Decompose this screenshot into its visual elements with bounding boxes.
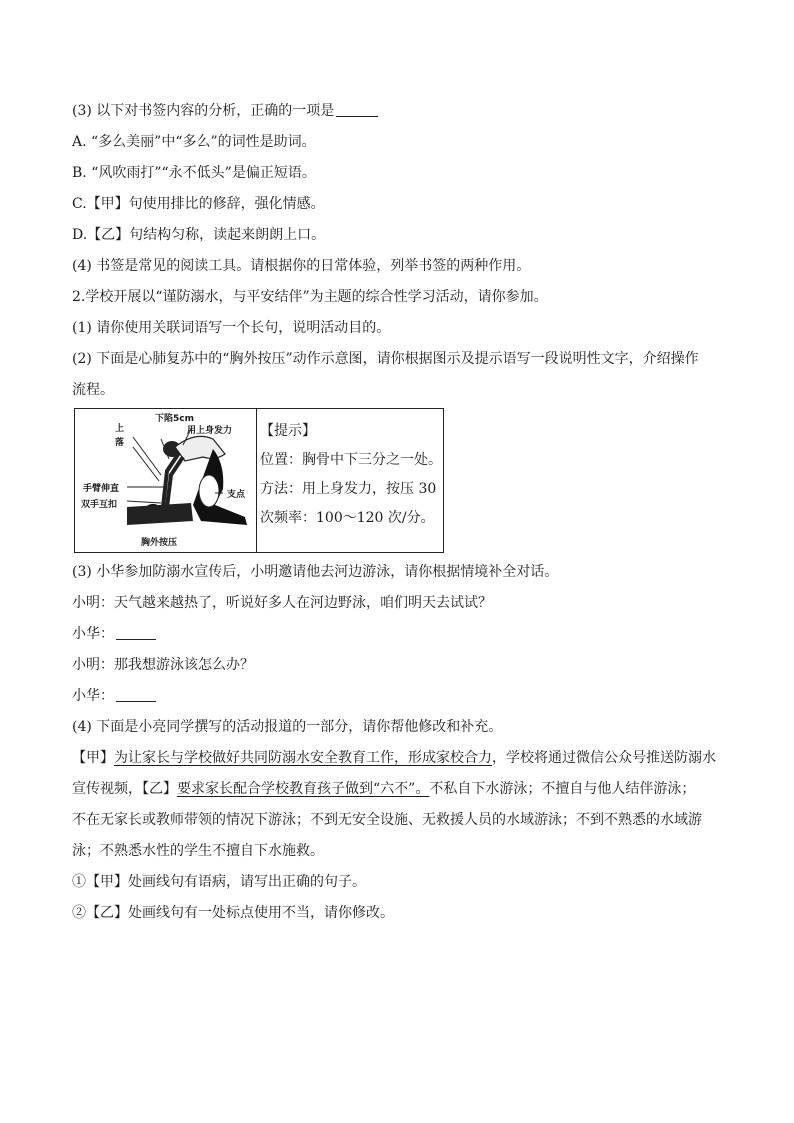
speaker: 小明： [72,595,114,611]
hint-line: 次频率：100～120 次/分。 [260,510,435,526]
cpr-diagram [75,409,257,552]
report-line-1 [72,743,722,774]
hint-panel [257,409,443,552]
label-arm: 手臂伸直 [83,484,120,494]
label-up: 上 [115,424,125,434]
report-line-4: 泳；不熟悉水性的学生不擅自下水施救。 [72,843,324,859]
report-text: 不私自下水游泳；不擅自与他人结伴游泳； [429,781,696,797]
option-a: A. “多么美丽”中“多么”的词性是助词。 [72,134,316,150]
dialog-text: 天气越来越热了，听说好多人在河边野泳，咱们明天去试试？ [114,595,492,611]
label-pivot: 支点 [227,490,246,500]
report-text: 宣传视频， [72,781,142,797]
sub-question-2: ②【乙】处画线句有一处标点使用不当，请你修改。 [72,905,394,921]
speaker: 小华： [72,688,114,704]
mark-yi: 【乙】 [142,781,177,797]
question-3 [72,96,722,127]
answer-blank[interactable] [116,625,156,640]
label-force: 用上身发力 [187,426,233,436]
mark-jia: 【甲】 [72,750,114,766]
report-text: ，学校将通过微信公众号推送防溺水 [492,750,716,766]
question-2-intro: 2.学校开展以“谨防溺水，与平安结伴”为主题的综合性学习活动，请你参加。 [72,289,548,305]
option-c: C.【甲】句使用排比的修辞，强化情感。 [72,196,325,212]
hint-title: 【提示】 [260,423,316,439]
dialog-line [72,619,722,650]
question-3-text: (3) 以下对书签内容的分析，正确的一项是 [72,103,335,119]
part-2-line-2: 流程。 [72,382,114,398]
dialog-line [72,588,722,619]
underlined-sentence-jia: 为让家长与学校做好共同防溺水安全教育工作，形成家校合力 [114,750,492,766]
speaker: 小华： [72,626,114,642]
dialog-line [72,681,722,712]
label-depth: 下陷5cm [155,414,194,424]
worksheet-page [72,96,722,929]
question-4: (4) 书签是常见的阅读工具。请根据你的日常体验，列举书签的两种作用。 [72,258,531,274]
part-1: (1) 请你使用关联词语写一个长句，说明活动目的。 [72,320,391,336]
report-line-3: 不在无家长或教师带领的情况下游泳；不到无安全设施、无救援人员的水域游泳；不到不熟悉的水域游 [72,812,702,828]
cpr-figure-table [74,408,444,553]
hint-line: 位置：胸骨中下三分之一处。 [260,452,442,468]
figure-caption: 胸外按压 [141,538,178,548]
sub-question-1: ①【甲】处画线句有语病，请写出正确的句子。 [72,874,366,890]
answer-blank[interactable] [116,687,156,702]
label-hands: 双手互扣 [81,500,118,510]
underlined-sentence-yi: 要求家长配合学校教育孩子做到“六不”。 [177,781,430,797]
part-4: (4) 下面是小亮同学撰写的活动报道的一部分，请你帮他修改和补充。 [72,719,503,735]
part-3: (3) 小华参加防溺水宣传后，小明邀请他去河边游泳，请你根据情境补全对话。 [72,564,559,580]
dialog-line [72,650,722,681]
answer-blank[interactable] [336,102,378,117]
speaker: 小明： [72,657,114,673]
hint-line: 方法：用上身发力，按压 30 [260,481,437,497]
report-line-2 [72,774,722,805]
dialog-text: 那我想游泳该怎么办？ [114,657,254,673]
option-b: B. “风吹雨打”“永不低头”是偏正短语。 [72,165,316,181]
label-fall: 落 [115,438,125,448]
option-d: D.【乙】句结构匀称，读起来朗朗上口。 [72,227,326,243]
part-2-line-1: (2) 下面是心肺复苏中的“胸外按压”动作示意图，请你根据图示及提示语写一段说明性文字，介绍操作 [72,351,699,367]
